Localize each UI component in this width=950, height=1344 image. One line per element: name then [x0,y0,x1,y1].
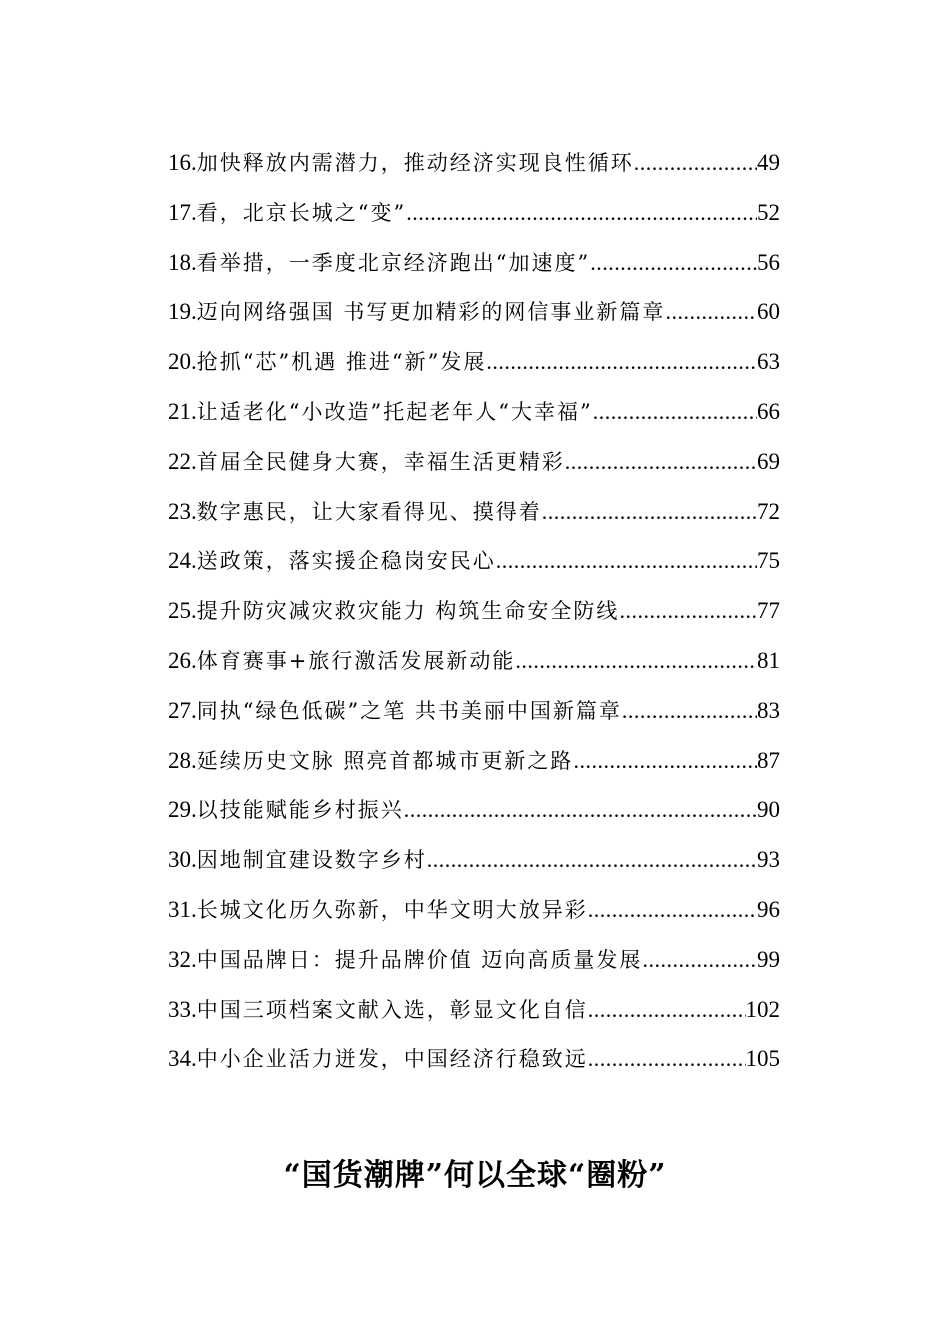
toc-entry-title: 数字惠民，让大家看得见、摸得着 [196,499,542,524]
toc-entry[interactable] [168,691,780,741]
toc-entry[interactable] [168,243,780,293]
toc-dot-leader [665,292,757,332]
toc-dot-leader [565,442,757,482]
toc-entry-number: 25. [168,598,197,624]
toc-entry-number: 29. [168,797,197,823]
toc-dot-leader [588,990,746,1030]
toc-entry-page: 52 [757,199,780,225]
toc-dot-leader [634,143,757,183]
toc-entry-title: 延续历史文脉 照亮首都城市更新之路 [196,748,574,773]
toc-entry-number: 23. [168,498,197,524]
toc-entry-title: 中国三项档案文献入选，彰显文化自信 [196,997,588,1022]
toc-entry-number: 22. [168,448,197,474]
toc-dot-leader [406,193,757,233]
toc-entry-number: 32. [168,946,197,972]
toc-dot-leader [642,940,757,980]
toc-entry-page: 83 [757,697,780,723]
toc-entry-page: 60 [757,299,780,325]
toc-entry-number: 26. [168,647,197,673]
toc-entry-number: 24. [168,548,197,574]
toc-entry-title: 中小企业活力迸发，中国经济行稳致远 [196,1047,588,1072]
toc-entry[interactable] [168,890,780,940]
toc-entry-number: 31. [168,896,197,922]
toc-entry-page: 81 [757,647,780,673]
toc-entry[interactable] [168,143,780,193]
toc-entry[interactable] [168,741,780,791]
toc-entry-title: 看，北京长城之“变” [196,200,407,225]
toc-entry-title: 送政策，落实援企稳岗安民心 [196,549,496,574]
toc-entry-page: 90 [757,797,780,823]
toc-entry-page: 56 [757,249,780,275]
toc-entry-number: 27. [168,697,197,723]
toc-entry-title: 看举措，一季度北京经济跑出“加速度” [196,250,591,275]
toc-entry-number: 16. [168,150,197,175]
toc-entry-number: 18. [168,249,197,275]
toc-dot-leader [542,492,757,532]
toc-entry-page: 87 [757,747,780,773]
toc-entry-title: 抢抓“芯”机遇 推进“新”发展 [196,350,487,375]
toc-entry-number: 33. [168,996,197,1022]
toc-entry[interactable] [168,442,780,492]
toc-entry-page: 72 [757,498,780,524]
toc-entry-title: 提升防灾减灾救灾能力 构筑生命安全防线 [196,599,620,624]
toc-entry-title: 因地制宜建设数字乡村 [196,848,427,873]
toc-entry[interactable] [168,541,780,591]
toc-entry-page: 77 [757,598,780,624]
toc-entry-number: 20. [168,349,197,375]
toc-entry-number: 28. [168,747,197,773]
toc-entry-title: 迈向网络强国 书写更加精彩的网信事业新篇章 [196,300,666,325]
toc-dot-leader [619,591,757,631]
toc-entry[interactable] [168,1039,780,1089]
toc-entry[interactable] [168,641,780,691]
table-of-contents [168,143,780,1089]
toc-entry-number: 17. [168,199,197,225]
toc-dot-leader [593,392,757,432]
toc-entry-page: 75 [757,548,780,574]
toc-entry-page: 93 [757,847,780,873]
toc-entry-page: 99 [757,946,780,972]
toc-entry-title: 让适老化“小改造”托起老年人“大幸福” [196,399,593,424]
toc-entry[interactable] [168,342,780,392]
toc-dot-leader [573,741,757,781]
toc-entry-page: 105 [745,1046,780,1072]
toc-entry-page: 96 [757,896,780,922]
toc-entry[interactable] [168,990,780,1040]
article-title: “国货潮牌”何以全球“圈粉” [283,1158,667,1194]
toc-entry-title: 加快释放内需潜力，推动经济实现良性循环 [196,151,634,175]
toc-entry-title: 体育赛事+旅行激活发展新动能 [196,648,516,673]
toc-entry-page: 63 [757,349,780,375]
toc-dot-leader [622,691,757,731]
toc-entry-title: 以技能赋能乡村振兴 [196,798,404,823]
toc-dot-leader [515,641,757,681]
toc-entry[interactable] [168,492,780,542]
toc-entry-number: 30. [168,847,197,873]
toc-entry-number: 21. [168,398,197,424]
toc-entry[interactable] [168,591,780,641]
toc-dot-leader [486,342,757,382]
toc-entry[interactable] [168,392,780,442]
toc-entry-number: 34. [168,1046,197,1072]
toc-entry-page: 66 [757,398,780,424]
toc-entry[interactable] [168,940,780,990]
toc-dot-leader [427,840,757,880]
toc-entry-title: 首届全民健身大赛，幸福生活更精彩 [196,449,565,474]
toc-entry[interactable] [168,790,780,840]
toc-entry-page: 102 [745,996,780,1022]
toc-dot-leader [588,1039,746,1079]
toc-entry-number: 19. [168,299,197,325]
toc-dot-leader [588,890,757,930]
toc-dot-leader [496,541,757,581]
toc-entry[interactable] [168,840,780,890]
toc-entry-title: 中国品牌日：提升品牌价值 迈向高质量发展 [196,947,643,972]
toc-entry-title: 长城文化历久弥新，中华文明大放异彩 [196,897,588,922]
toc-entry-page: 49 [757,150,780,175]
toc-dot-leader [590,243,757,283]
toc-entry[interactable] [168,193,780,243]
toc-entry[interactable] [168,292,780,342]
toc-entry-title: 同执“绿色低碳”之笔 共书美丽中国新篇章 [196,698,622,723]
toc-dot-leader [404,790,757,830]
toc-entry-page: 69 [757,448,780,474]
